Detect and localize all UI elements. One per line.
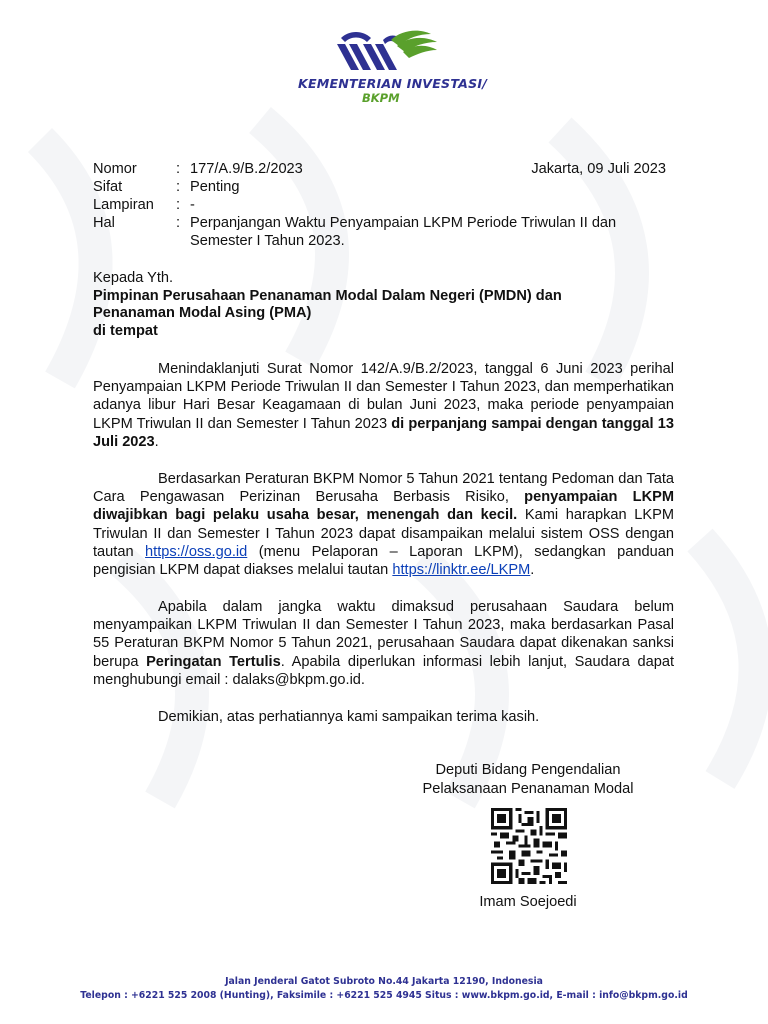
recipient-name-line2: Penanaman Modal Asing (PMA) [93,305,312,321]
body-paragraph-3 [93,598,674,689]
colon: : [176,179,181,195]
qr-code-icon [489,808,569,884]
colon: : [176,215,181,231]
letterhead [0,28,768,76]
p2-text: Berdasarkan Peraturan BKPM Nomor 5 Tahun 2021 tentang Pedoman dan Tata Cara Pengawasan Perizinan Berusaha Berbasis Risiko, [93,471,674,506]
signatory-title-line2: Pelaksanaan Penanaman Modal [422,781,634,797]
place-date: Jakarta, 09 Juli 2023 [531,161,666,177]
letter-footer [0,975,768,1003]
p2-end: . [530,562,535,579]
p1-text: Menindaklanjuti Surat Nomor 142/A.9/B.2/2023, tanggal 6 Juni 2023 perihal Penyampaian LKPM Periode Triwulan II dan Semester I Tahun 2023, dan memperhatikan adanya libur Hari Besar Keagamaan di bulan Juni 2023, maka periode penyampaian LKPM Triwulan II dan Semester I Tahun 2023 [93,361,674,432]
p2-text2: Kami harapkan LKPM Triwulan II dan Semester I Tahun 2023 dapat disampaikan melalui sistem OSS dengan tautan [93,507,674,560]
org-name-line1: KEMENTERIAN INVESTASI/ [298,76,488,91]
hal-label: Hal [93,215,115,231]
p3-text2: . Apabila diperlukan informasi lebih lanjut, Saudara dapat menghubungi email : dalaks@bkpm.go.id. [93,653,674,688]
footer-contact: Telepon : +6221 525 2008 (Hunting), Faksimile : +6221 525 4945 Situs : www.bkpm.go.id, E-mail : info@bkpm.go.id [80,990,688,1001]
sifat-label: Sifat [93,179,123,195]
oss-link[interactable]: https://oss.go.id [145,543,248,560]
p1-bold: di perpanjang sampai dengan tanggal 13 Juli 2023 [93,415,674,450]
greeting: Kepada Yth. [93,270,174,286]
hal-value-line2: Semester I Tahun 2023. [190,233,345,249]
footer-address: Jalan Jenderal Gatot Subroto No.44 Jakarta 12190, Indonesia [225,976,543,987]
signatory-title [400,761,656,799]
colon: : [176,161,181,177]
signatory-name: Imam Soejoedi [479,894,577,910]
recipient-name-line1: Pimpinan Perusahaan Penanaman Modal Dalam Negeri (PMDN) dan [93,287,562,304]
recipient-block [93,270,683,340]
meta-sifat-row [93,178,683,196]
hal-value-line1: Perpanjangan Waktu Penyampaian LKPM Periode Triwulan II dan [190,215,617,231]
nomor-label: Nomor [93,161,137,177]
body-paragraph-2 [93,470,674,579]
org-name-line2: BKPM [362,91,400,105]
colon: : [176,197,181,213]
body-paragraph-4 [93,708,674,726]
bkpm-logo-icon [319,28,449,76]
p3-bold: Peringatan Tertulis [146,653,281,670]
lampiran-label: Lampiran [93,197,154,213]
p2-text3: (menu Pelaporan – Laporan LKPM), sedangkan panduan pengisian LKPM dapat diakses melalui tautan [93,543,674,579]
p1-end: . [154,433,159,450]
nomor-value: 177/A.9/B.2/2023 [190,161,303,177]
meta-nomor-row [93,160,683,178]
meta-hal-row [93,214,683,250]
p4-text: Demikian, atas perhatiannya kami sampaikan terima kasih. [158,709,540,725]
body-paragraph-1 [93,360,674,451]
meta-lampiran-row [93,196,683,214]
p2-bold: penyampaian LKPM diwajibkan bagi pelaku usaha besar, menengah dan kecil. [93,489,674,524]
p3-text: Apabila dalam jangka waktu dimaksud perusahaan Saudara belum menyampaikan LKPM Triwulan II dan Semester I Tahun 2023, maka berdasarkan Pasal 55 Peraturan BKPM Nomor 5 Tahun 2021, perusahaan Saudara dapat dikenakan sanksi berupa [93,599,674,670]
lampiran-value: - [190,197,195,213]
letter-meta [93,160,683,250]
sifat-value: Penting [190,179,240,195]
recipient-location: di tempat [93,322,158,339]
hal-value [190,214,660,250]
linktree-link[interactable]: https://linktr.ee/LKPM [392,562,531,579]
signatory-title-line1: Deputi Bidang Pengendalian [435,762,621,778]
